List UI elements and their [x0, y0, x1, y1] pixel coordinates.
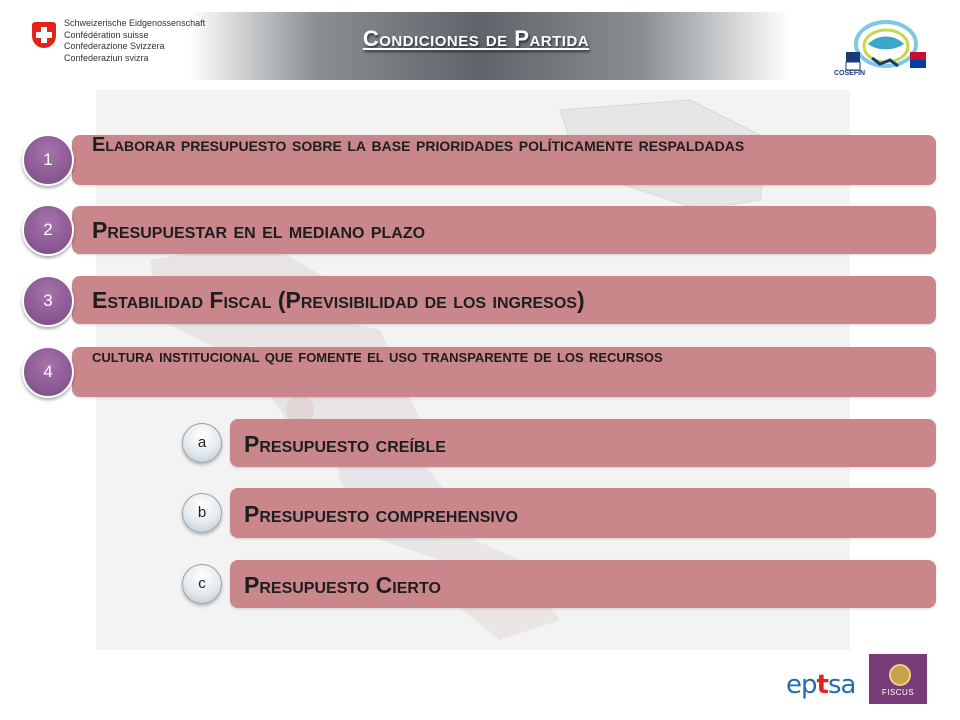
subcondition-text-c: Presupuesto Cierto	[244, 572, 441, 598]
swiss-line-rm: Confederaziun svizra	[64, 52, 149, 63]
eptisa-logo-part-1: ep	[786, 670, 817, 700]
cosefin-label: COSEFIN	[834, 70, 866, 77]
swiss-flag-icon	[32, 22, 56, 48]
fiscus-emblem-icon	[889, 664, 911, 686]
subcondition-text-b: Presupuesto comprehensivo	[244, 501, 518, 527]
number-circle-4: 4	[22, 346, 74, 398]
condition-text-4: cultura institucional que fomente el uso transparente de los recursos	[92, 346, 663, 367]
subcondition-text-a: Presupuesto creíble	[244, 431, 446, 457]
number-circle-1: 1	[22, 134, 74, 186]
number-circle-3: 3	[22, 275, 74, 327]
letter-circle-c: c	[182, 564, 222, 604]
fiscus-logo	[869, 654, 927, 704]
swiss-line-it: Confederazione Svizzera	[64, 41, 165, 51]
swiss-confederation-text	[64, 18, 205, 64]
number-circle-2: 2	[22, 204, 74, 256]
swiss-line-de: Schweizerische Eidgenossenschaft	[64, 18, 206, 28]
condition-text-1: Elaborar presupuesto sobre la base prioridades políticamente respaldadas	[92, 134, 745, 156]
eptisa-logo-part-2: t	[816, 670, 828, 700]
letter-circle-a: a	[182, 423, 222, 463]
page-title: Condiciones de Partida	[362, 26, 590, 51]
fiscus-label: FISCUS	[881, 688, 915, 697]
swiss-line-fr: Confédération suisse	[64, 29, 149, 40]
cosefin-logo-icon	[838, 14, 934, 78]
header-banner	[26, 12, 934, 80]
letter-circle-b: b	[182, 493, 222, 533]
condition-text-2: Presupuestar en el mediano plazo	[92, 217, 426, 243]
condition-text-3: Estabilidad Fiscal (Previsibilidad de los ingresos)	[92, 287, 585, 313]
eptisa-logo-part-3: sa	[827, 670, 856, 700]
eptisa-logo	[786, 670, 855, 700]
